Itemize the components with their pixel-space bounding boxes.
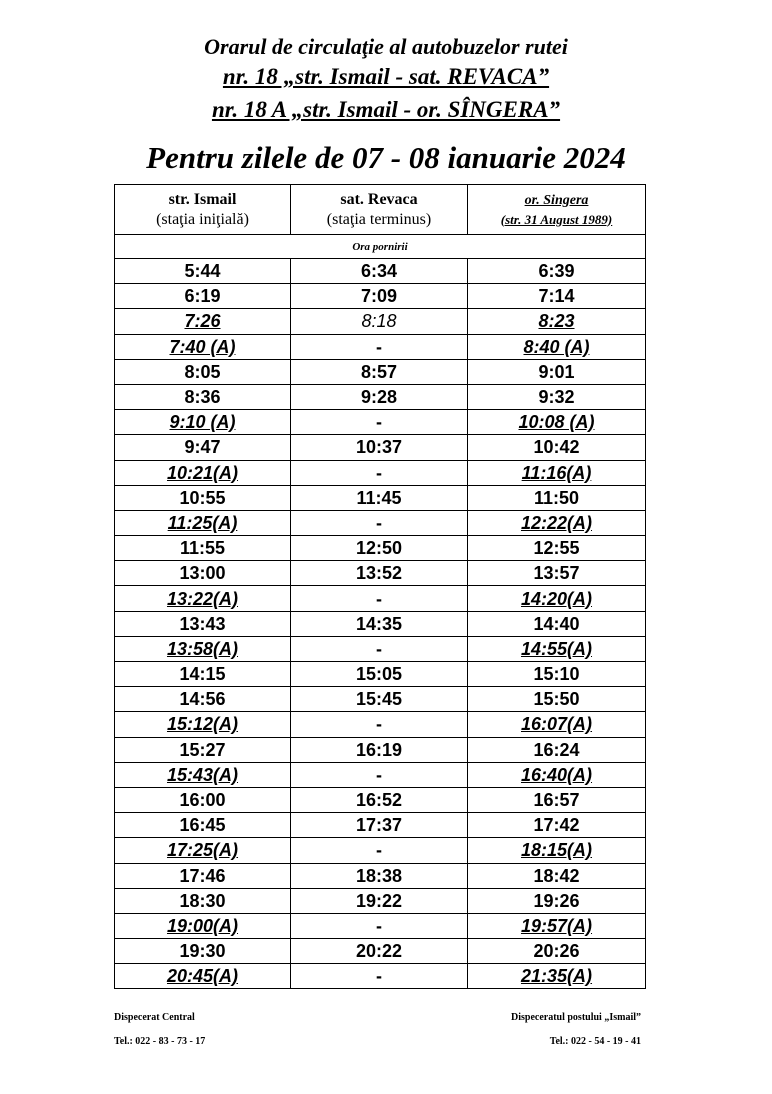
revaca-time-cell: 18:38	[291, 863, 468, 888]
ismail-time-cell: 8:05	[115, 359, 291, 384]
ismail-time-cell: 6:19	[115, 284, 291, 309]
table-row	[115, 838, 646, 863]
table-row	[115, 510, 646, 535]
singera-time-cell: 14:40	[468, 611, 646, 636]
singera-time-cell: 16:07(A)	[468, 712, 646, 737]
revaca-time-cell: -	[291, 460, 468, 485]
table-row	[115, 359, 646, 384]
column-header-revaca	[291, 185, 468, 235]
revaca-time-cell: 6:34	[291, 259, 468, 284]
date-title: Pentru zilele de 07 - 08 ianuarie 2024	[146, 140, 626, 175]
singera-time-cell: 10:42	[468, 435, 646, 460]
singera-time-cell: 11:16(A)	[468, 460, 646, 485]
footer-right-phone: Tel.: 022 - 54 - 19 - 41	[549, 1036, 641, 1047]
singera-time-cell: 18:15(A)	[468, 838, 646, 863]
table-row	[115, 284, 646, 309]
ismail-time-cell: 19:30	[115, 939, 291, 964]
ismail-time-cell: 19:00(A)	[115, 913, 291, 938]
revaca-time-cell: -	[291, 712, 468, 737]
table-row	[115, 334, 646, 359]
singera-time-cell: 17:42	[468, 813, 646, 838]
table-row	[115, 384, 646, 409]
table-row	[115, 662, 646, 687]
table-row	[115, 636, 646, 661]
ismail-time-cell: 5:44	[115, 259, 291, 284]
revaca-time-cell: -	[291, 964, 468, 989]
column-name: str. Ismail	[168, 190, 237, 208]
column-subtitle: (staţia terminus)	[326, 210, 432, 228]
schedule-table	[114, 184, 646, 989]
singera-time-cell: 19:26	[468, 888, 646, 913]
ismail-time-cell: 15:12(A)	[115, 712, 291, 737]
table-row	[115, 485, 646, 510]
table-row	[115, 737, 646, 762]
column-header-ismail	[115, 185, 291, 235]
singera-time-cell: 16:57	[468, 787, 646, 812]
table-row	[115, 309, 646, 334]
route-18-title: nr. 18 „str. Ismail - sat. REVACA”	[222, 64, 550, 89]
ismail-time-cell: 16:00	[115, 787, 291, 812]
singera-time-cell: 10:08 (A)	[468, 410, 646, 435]
singera-time-cell: 15:10	[468, 662, 646, 687]
ismail-time-cell: 13:43	[115, 611, 291, 636]
ismail-time-cell: 15:43(A)	[115, 762, 291, 787]
revaca-time-cell: 7:09	[291, 284, 468, 309]
singera-time-cell: 14:20(A)	[468, 586, 646, 611]
singera-time-cell: 8:40 (A)	[468, 334, 646, 359]
table-row	[115, 410, 646, 435]
revaca-time-cell: 9:28	[291, 384, 468, 409]
ismail-time-cell: 17:46	[115, 863, 291, 888]
ismail-time-cell: 16:45	[115, 813, 291, 838]
revaca-time-cell: 16:19	[291, 737, 468, 762]
revaca-time-cell: 8:18	[291, 309, 468, 334]
header-line-1: Orarul de circulaţie al autobuzelor rutei	[204, 34, 568, 59]
ismail-time-cell: 9:10 (A)	[115, 410, 291, 435]
revaca-time-cell: 16:52	[291, 787, 468, 812]
table-row	[115, 888, 646, 913]
ismail-time-cell: 14:56	[115, 687, 291, 712]
column-subtitle: (staţia iniţială)	[156, 210, 249, 228]
ismail-time-cell: 13:00	[115, 561, 291, 586]
table-row	[115, 435, 646, 460]
table-row	[115, 913, 646, 938]
table-row	[115, 687, 646, 712]
ismail-time-cell: 11:25(A)	[115, 510, 291, 535]
revaca-time-cell: 10:37	[291, 435, 468, 460]
table-row	[115, 259, 646, 284]
singera-time-cell: 21:35(A)	[468, 964, 646, 989]
table-row	[115, 787, 646, 812]
singera-time-cell: 12:55	[468, 536, 646, 561]
table-header-row	[115, 185, 646, 235]
revaca-time-cell: -	[291, 838, 468, 863]
table-row	[115, 939, 646, 964]
revaca-time-cell: 17:37	[291, 813, 468, 838]
singera-time-cell: 9:01	[468, 359, 646, 384]
revaca-time-cell: -	[291, 762, 468, 787]
column-header-singera	[468, 185, 646, 235]
ismail-time-cell: 14:15	[115, 662, 291, 687]
singera-time-cell: 16:40(A)	[468, 762, 646, 787]
singera-time-cell: 20:26	[468, 939, 646, 964]
ismail-time-cell: 7:40 (A)	[115, 334, 291, 359]
singera-time-cell: 16:24	[468, 737, 646, 762]
footer-left-phone: Tel.: 022 - 83 - 73 - 17	[114, 1036, 206, 1047]
revaca-time-cell: 13:52	[291, 561, 468, 586]
table-row	[115, 762, 646, 787]
table-row	[115, 460, 646, 485]
revaca-time-cell: -	[291, 410, 468, 435]
column-name: or. Singera	[524, 192, 589, 208]
singera-time-cell: 11:50	[468, 485, 646, 510]
singera-time-cell: 14:55(A)	[468, 636, 646, 661]
singera-time-cell: 13:57	[468, 561, 646, 586]
table-row	[115, 712, 646, 737]
singera-time-cell: 18:42	[468, 863, 646, 888]
singera-time-cell: 15:50	[468, 687, 646, 712]
ismail-time-cell: 13:22(A)	[115, 586, 291, 611]
ismail-time-cell: 7:26	[115, 309, 291, 334]
ismail-time-cell: 10:21(A)	[115, 460, 291, 485]
singera-time-cell: 8:23	[468, 309, 646, 334]
column-subtitle: (str. 31 August 1989)	[500, 211, 613, 227]
ismail-time-cell: 13:58(A)	[115, 636, 291, 661]
singera-time-cell: 6:39	[468, 259, 646, 284]
column-name: sat. Revaca	[340, 190, 418, 208]
table-row	[115, 863, 646, 888]
revaca-time-cell: 14:35	[291, 611, 468, 636]
revaca-time-cell: -	[291, 334, 468, 359]
revaca-time-cell: -	[291, 586, 468, 611]
footer-left-title: Dispecerat Central	[114, 1012, 195, 1023]
table-row	[115, 536, 646, 561]
ismail-time-cell: 17:25(A)	[115, 838, 291, 863]
revaca-time-cell: -	[291, 636, 468, 661]
table-row	[115, 611, 646, 636]
table-row	[115, 964, 646, 989]
revaca-time-cell: 15:45	[291, 687, 468, 712]
revaca-time-cell: 12:50	[291, 536, 468, 561]
singera-time-cell: 19:57(A)	[468, 913, 646, 938]
ismail-time-cell: 8:36	[115, 384, 291, 409]
table-row	[115, 813, 646, 838]
table-row	[115, 586, 646, 611]
revaca-time-cell: -	[291, 913, 468, 938]
table-row	[115, 561, 646, 586]
ora-pornirii-row	[115, 235, 646, 259]
ora-pornirii-label: Ora pornirii	[115, 235, 646, 259]
revaca-time-cell: 8:57	[291, 359, 468, 384]
revaca-time-cell: 11:45	[291, 485, 468, 510]
ismail-time-cell: 15:27	[115, 737, 291, 762]
ismail-time-cell: 18:30	[115, 888, 291, 913]
singera-time-cell: 7:14	[468, 284, 646, 309]
singera-time-cell: 9:32	[468, 384, 646, 409]
revaca-time-cell: -	[291, 510, 468, 535]
ismail-time-cell: 9:47	[115, 435, 291, 460]
singera-time-cell: 12:22(A)	[468, 510, 646, 535]
ismail-time-cell: 10:55	[115, 485, 291, 510]
revaca-time-cell: 19:22	[291, 888, 468, 913]
ismail-time-cell: 11:55	[115, 536, 291, 561]
footer-right-title: Dispeceratul postului „Ismail”	[510, 1012, 641, 1023]
ismail-time-cell: 20:45(A)	[115, 964, 291, 989]
revaca-time-cell: 15:05	[291, 662, 468, 687]
revaca-time-cell: 20:22	[291, 939, 468, 964]
route-18a-title: nr. 18 A „str. Ismail - or. SÎNGERA”	[211, 97, 561, 122]
